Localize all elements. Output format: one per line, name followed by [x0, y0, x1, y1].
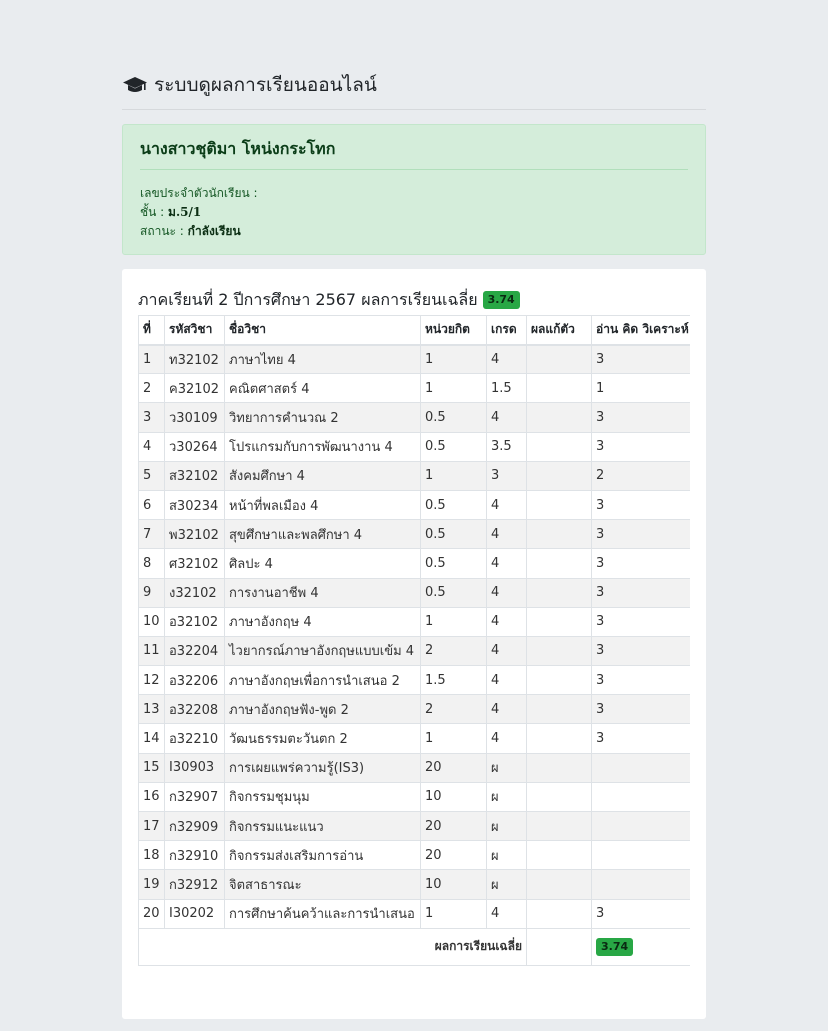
grades-table-scroll[interactable] [138, 285, 690, 966]
subject-code-cell: อ32210 [165, 724, 225, 753]
student-name: นางสาวชุติมา โหน่งกระโทก [140, 139, 336, 158]
subject-code-cell: I30903 [165, 753, 225, 782]
subject-name-cell: ภาษาอังกฤษเพื่อการนำเสนอ 2 [225, 666, 421, 695]
semester-gpa-badge: 3.74 [483, 291, 520, 309]
grade-cell: 3.5 [487, 432, 527, 461]
table-row [139, 695, 691, 724]
table-row [139, 520, 691, 549]
retake-result-cell [527, 782, 592, 811]
subject-code-cell: ก32910 [165, 841, 225, 870]
subject-name-cell: สุขศึกษาและพลศึกษา 4 [225, 520, 421, 549]
subject-name-cell: กิจกรรมแนะแนว [225, 812, 421, 841]
row-no-cell: 9 [139, 578, 165, 607]
retake-result-cell [527, 403, 592, 432]
retake-result-cell [527, 345, 592, 374]
retake-result-cell [527, 636, 592, 665]
credits-cell: 10 [421, 870, 487, 899]
student-info-card [122, 124, 706, 255]
grade-cell: 4 [487, 666, 527, 695]
grade-cell: 1.5 [487, 374, 527, 403]
credits-cell: 0.5 [421, 403, 487, 432]
subject-code-cell: พ32102 [165, 520, 225, 549]
grade-cell: ผ [487, 812, 527, 841]
subject-code-cell: ก32909 [165, 812, 225, 841]
retake-result-cell [527, 432, 592, 461]
col-header-credits: หน่วยกิต [421, 316, 487, 345]
subject-name-cell: ศิลปะ 4 [225, 549, 421, 578]
row-no-cell: 16 [139, 782, 165, 811]
row-no-cell: 19 [139, 870, 165, 899]
credits-cell: 0.5 [421, 432, 487, 461]
graduation-cap-icon [122, 75, 148, 95]
table-row [139, 432, 691, 461]
subject-code-cell: ส32102 [165, 461, 225, 490]
credits-cell: 0.5 [421, 578, 487, 607]
read-think-score-cell: 3 [592, 666, 691, 695]
retake-result-cell [527, 520, 592, 549]
footer-empty-cell [527, 928, 592, 965]
table-footer-row [139, 928, 691, 965]
subject-name-cell: กิจกรรมชุมนุม [225, 782, 421, 811]
grade-cell: 4 [487, 520, 527, 549]
retake-result-cell [527, 578, 592, 607]
table-row [139, 345, 691, 374]
credits-cell: 20 [421, 841, 487, 870]
subject-name-cell: สังคมศึกษา 4 [225, 461, 421, 490]
read-think-score-cell: 3 [592, 724, 691, 753]
col-header-grade: เกรด [487, 316, 527, 345]
read-think-score-cell: 3 [592, 695, 691, 724]
grade-cell: 4 [487, 345, 527, 374]
table-row [139, 607, 691, 636]
grade-cell: 4 [487, 490, 527, 519]
grade-cell: 4 [487, 899, 527, 928]
student-status-value: กำลังเรียน [187, 224, 241, 238]
student-id-label: เลขประจำตัวนักเรียน : [140, 186, 258, 200]
credits-cell: 10 [421, 782, 487, 811]
app-header [122, 66, 706, 104]
read-think-score-cell: 3 [592, 345, 691, 374]
subject-code-cell: อ32208 [165, 695, 225, 724]
row-no-cell: 7 [139, 520, 165, 549]
table-row [139, 636, 691, 665]
credits-cell: 20 [421, 812, 487, 841]
grades-table-body [139, 345, 691, 929]
grade-cell: 4 [487, 724, 527, 753]
read-think-score-cell: 3 [592, 490, 691, 519]
row-no-cell: 1 [139, 345, 165, 374]
subject-name-cell: การงานอาชีพ 4 [225, 578, 421, 607]
student-class-line [140, 203, 688, 222]
subject-code-cell: ศ32102 [165, 549, 225, 578]
subject-name-cell: วัฒนธรรมตะวันตก 2 [225, 724, 421, 753]
grade-cell: ผ [487, 870, 527, 899]
subject-name-cell: การเผยแพร่ความรู้(IS3) [225, 753, 421, 782]
table-row [139, 753, 691, 782]
row-no-cell: 12 [139, 666, 165, 695]
grades-table [138, 315, 690, 966]
student-status-label: สถานะ : [140, 224, 184, 238]
credits-cell: 0.5 [421, 520, 487, 549]
row-no-cell: 13 [139, 695, 165, 724]
subject-name-cell: กิจกรรมส่งเสริมการอ่าน [225, 841, 421, 870]
subject-code-cell: ค32102 [165, 374, 225, 403]
grade-cell: ผ [487, 841, 527, 870]
semester-heading [138, 285, 690, 315]
read-think-score-cell [592, 841, 691, 870]
row-no-cell: 17 [139, 812, 165, 841]
footer-gpa-cell [592, 928, 691, 965]
read-think-score-cell: 1 [592, 374, 691, 403]
page-container [122, 66, 706, 1019]
subject-code-cell: I30202 [165, 899, 225, 928]
row-no-cell: 14 [139, 724, 165, 753]
col-header-retake: ผลแก้ตัว [527, 316, 592, 345]
read-think-score-cell: 3 [592, 578, 691, 607]
subject-code-cell: ก32907 [165, 782, 225, 811]
grade-cell: 4 [487, 549, 527, 578]
grade-cell: 4 [487, 607, 527, 636]
row-no-cell: 10 [139, 607, 165, 636]
subject-name-cell: ภาษาไทย 4 [225, 345, 421, 374]
retake-result-cell [527, 461, 592, 490]
subject-name-cell: วิทยาการคำนวณ 2 [225, 403, 421, 432]
grade-cell: 4 [487, 636, 527, 665]
table-row [139, 490, 691, 519]
row-no-cell: 2 [139, 374, 165, 403]
student-class-value: ม.5/1 [168, 205, 202, 219]
subject-name-cell: จิตสาธารณะ [225, 870, 421, 899]
credits-cell: 1 [421, 607, 487, 636]
read-think-score-cell [592, 812, 691, 841]
grade-cell: ผ [487, 753, 527, 782]
app-title: ระบบดูผลการเรียนออนไลน์ [154, 74, 377, 96]
grade-cell: 4 [487, 695, 527, 724]
row-no-cell: 18 [139, 841, 165, 870]
header-divider [122, 109, 706, 110]
credits-cell: 0.5 [421, 490, 487, 519]
col-header-subject: ชื่อวิชา [225, 316, 421, 345]
table-row [139, 841, 691, 870]
grade-cell: 4 [487, 403, 527, 432]
read-think-score-cell: 3 [592, 403, 691, 432]
row-no-cell: 4 [139, 432, 165, 461]
credits-cell: 2 [421, 636, 487, 665]
table-row [139, 899, 691, 928]
table-row [139, 782, 691, 811]
read-think-score-cell: 3 [592, 549, 691, 578]
retake-result-cell [527, 899, 592, 928]
table-row [139, 374, 691, 403]
student-status-line [140, 222, 688, 241]
row-no-cell: 8 [139, 549, 165, 578]
subject-code-cell: ก32912 [165, 870, 225, 899]
retake-result-cell [527, 549, 592, 578]
subject-code-cell: อ32102 [165, 607, 225, 636]
credits-cell: 1 [421, 345, 487, 374]
row-no-cell: 15 [139, 753, 165, 782]
subject-code-cell: อ32204 [165, 636, 225, 665]
credits-cell: 20 [421, 753, 487, 782]
grades-panel [122, 269, 706, 1019]
read-think-score-cell: 3 [592, 636, 691, 665]
grade-cell: 4 [487, 578, 527, 607]
grade-cell: ผ [487, 782, 527, 811]
retake-result-cell [527, 724, 592, 753]
subject-name-cell: โปรแกรมกับการพัฒนางาน 4 [225, 432, 421, 461]
table-header-row [139, 316, 691, 345]
retake-result-cell [527, 812, 592, 841]
credits-cell: 1 [421, 724, 487, 753]
semester-title: ภาคเรียนที่ 2 ปีการศึกษา 2567 ผลการเรียนเฉลี่ย [138, 289, 478, 309]
subject-code-cell: ง32102 [165, 578, 225, 607]
subject-name-cell: หน้าที่พลเมือง 4 [225, 490, 421, 519]
table-row [139, 870, 691, 899]
table-row [139, 461, 691, 490]
subject-name-cell: คณิตศาสตร์ 4 [225, 374, 421, 403]
read-think-score-cell [592, 753, 691, 782]
credits-cell: 1 [421, 374, 487, 403]
table-row [139, 812, 691, 841]
col-header-no: ที่ [139, 316, 165, 345]
retake-result-cell [527, 374, 592, 403]
retake-result-cell [527, 666, 592, 695]
credits-cell: 1 [421, 899, 487, 928]
row-no-cell: 3 [139, 403, 165, 432]
table-row [139, 578, 691, 607]
read-think-score-cell: 3 [592, 520, 691, 549]
row-no-cell: 20 [139, 899, 165, 928]
footer-gpa-label: ผลการเรียนเฉลี่ย [139, 928, 527, 965]
row-no-cell: 11 [139, 636, 165, 665]
col-header-read-think: อ่าน คิด วิเคราะห์ [592, 316, 691, 345]
subject-code-cell: ท32102 [165, 345, 225, 374]
footer-gpa-badge: 3.74 [596, 938, 633, 956]
retake-result-cell [527, 841, 592, 870]
read-think-score-cell [592, 782, 691, 811]
read-think-score-cell: 3 [592, 607, 691, 636]
row-no-cell: 6 [139, 490, 165, 519]
subject-code-cell: อ32206 [165, 666, 225, 695]
subject-name-cell: ภาษาอังกฤษฟัง-พูด 2 [225, 695, 421, 724]
subject-code-cell: ว30109 [165, 403, 225, 432]
table-row [139, 724, 691, 753]
subject-name-cell: ภาษาอังกฤษ 4 [225, 607, 421, 636]
retake-result-cell [527, 753, 592, 782]
card-divider [140, 169, 688, 170]
row-no-cell: 5 [139, 461, 165, 490]
read-think-score-cell: 2 [592, 461, 691, 490]
credits-cell: 1.5 [421, 666, 487, 695]
subject-name-cell: ไวยากรณ์ภาษาอังกฤษแบบเข้ม 4 [225, 636, 421, 665]
credits-cell: 0.5 [421, 549, 487, 578]
read-think-score-cell: 3 [592, 432, 691, 461]
table-row [139, 549, 691, 578]
col-header-code: รหัสวิชา [165, 316, 225, 345]
retake-result-cell [527, 607, 592, 636]
credits-cell: 1 [421, 461, 487, 490]
retake-result-cell [527, 870, 592, 899]
retake-result-cell [527, 695, 592, 724]
student-id-line [140, 184, 688, 203]
credits-cell: 2 [421, 695, 487, 724]
table-row [139, 666, 691, 695]
table-row [139, 403, 691, 432]
retake-result-cell [527, 490, 592, 519]
read-think-score-cell: 3 [592, 899, 691, 928]
subject-code-cell: ว30264 [165, 432, 225, 461]
grade-cell: 3 [487, 461, 527, 490]
read-think-score-cell [592, 870, 691, 899]
student-class-label: ชั้น : [140, 205, 165, 219]
subject-code-cell: ส30234 [165, 490, 225, 519]
subject-name-cell: การศึกษาค้นคว้าและการนำเสนอ [225, 899, 421, 928]
